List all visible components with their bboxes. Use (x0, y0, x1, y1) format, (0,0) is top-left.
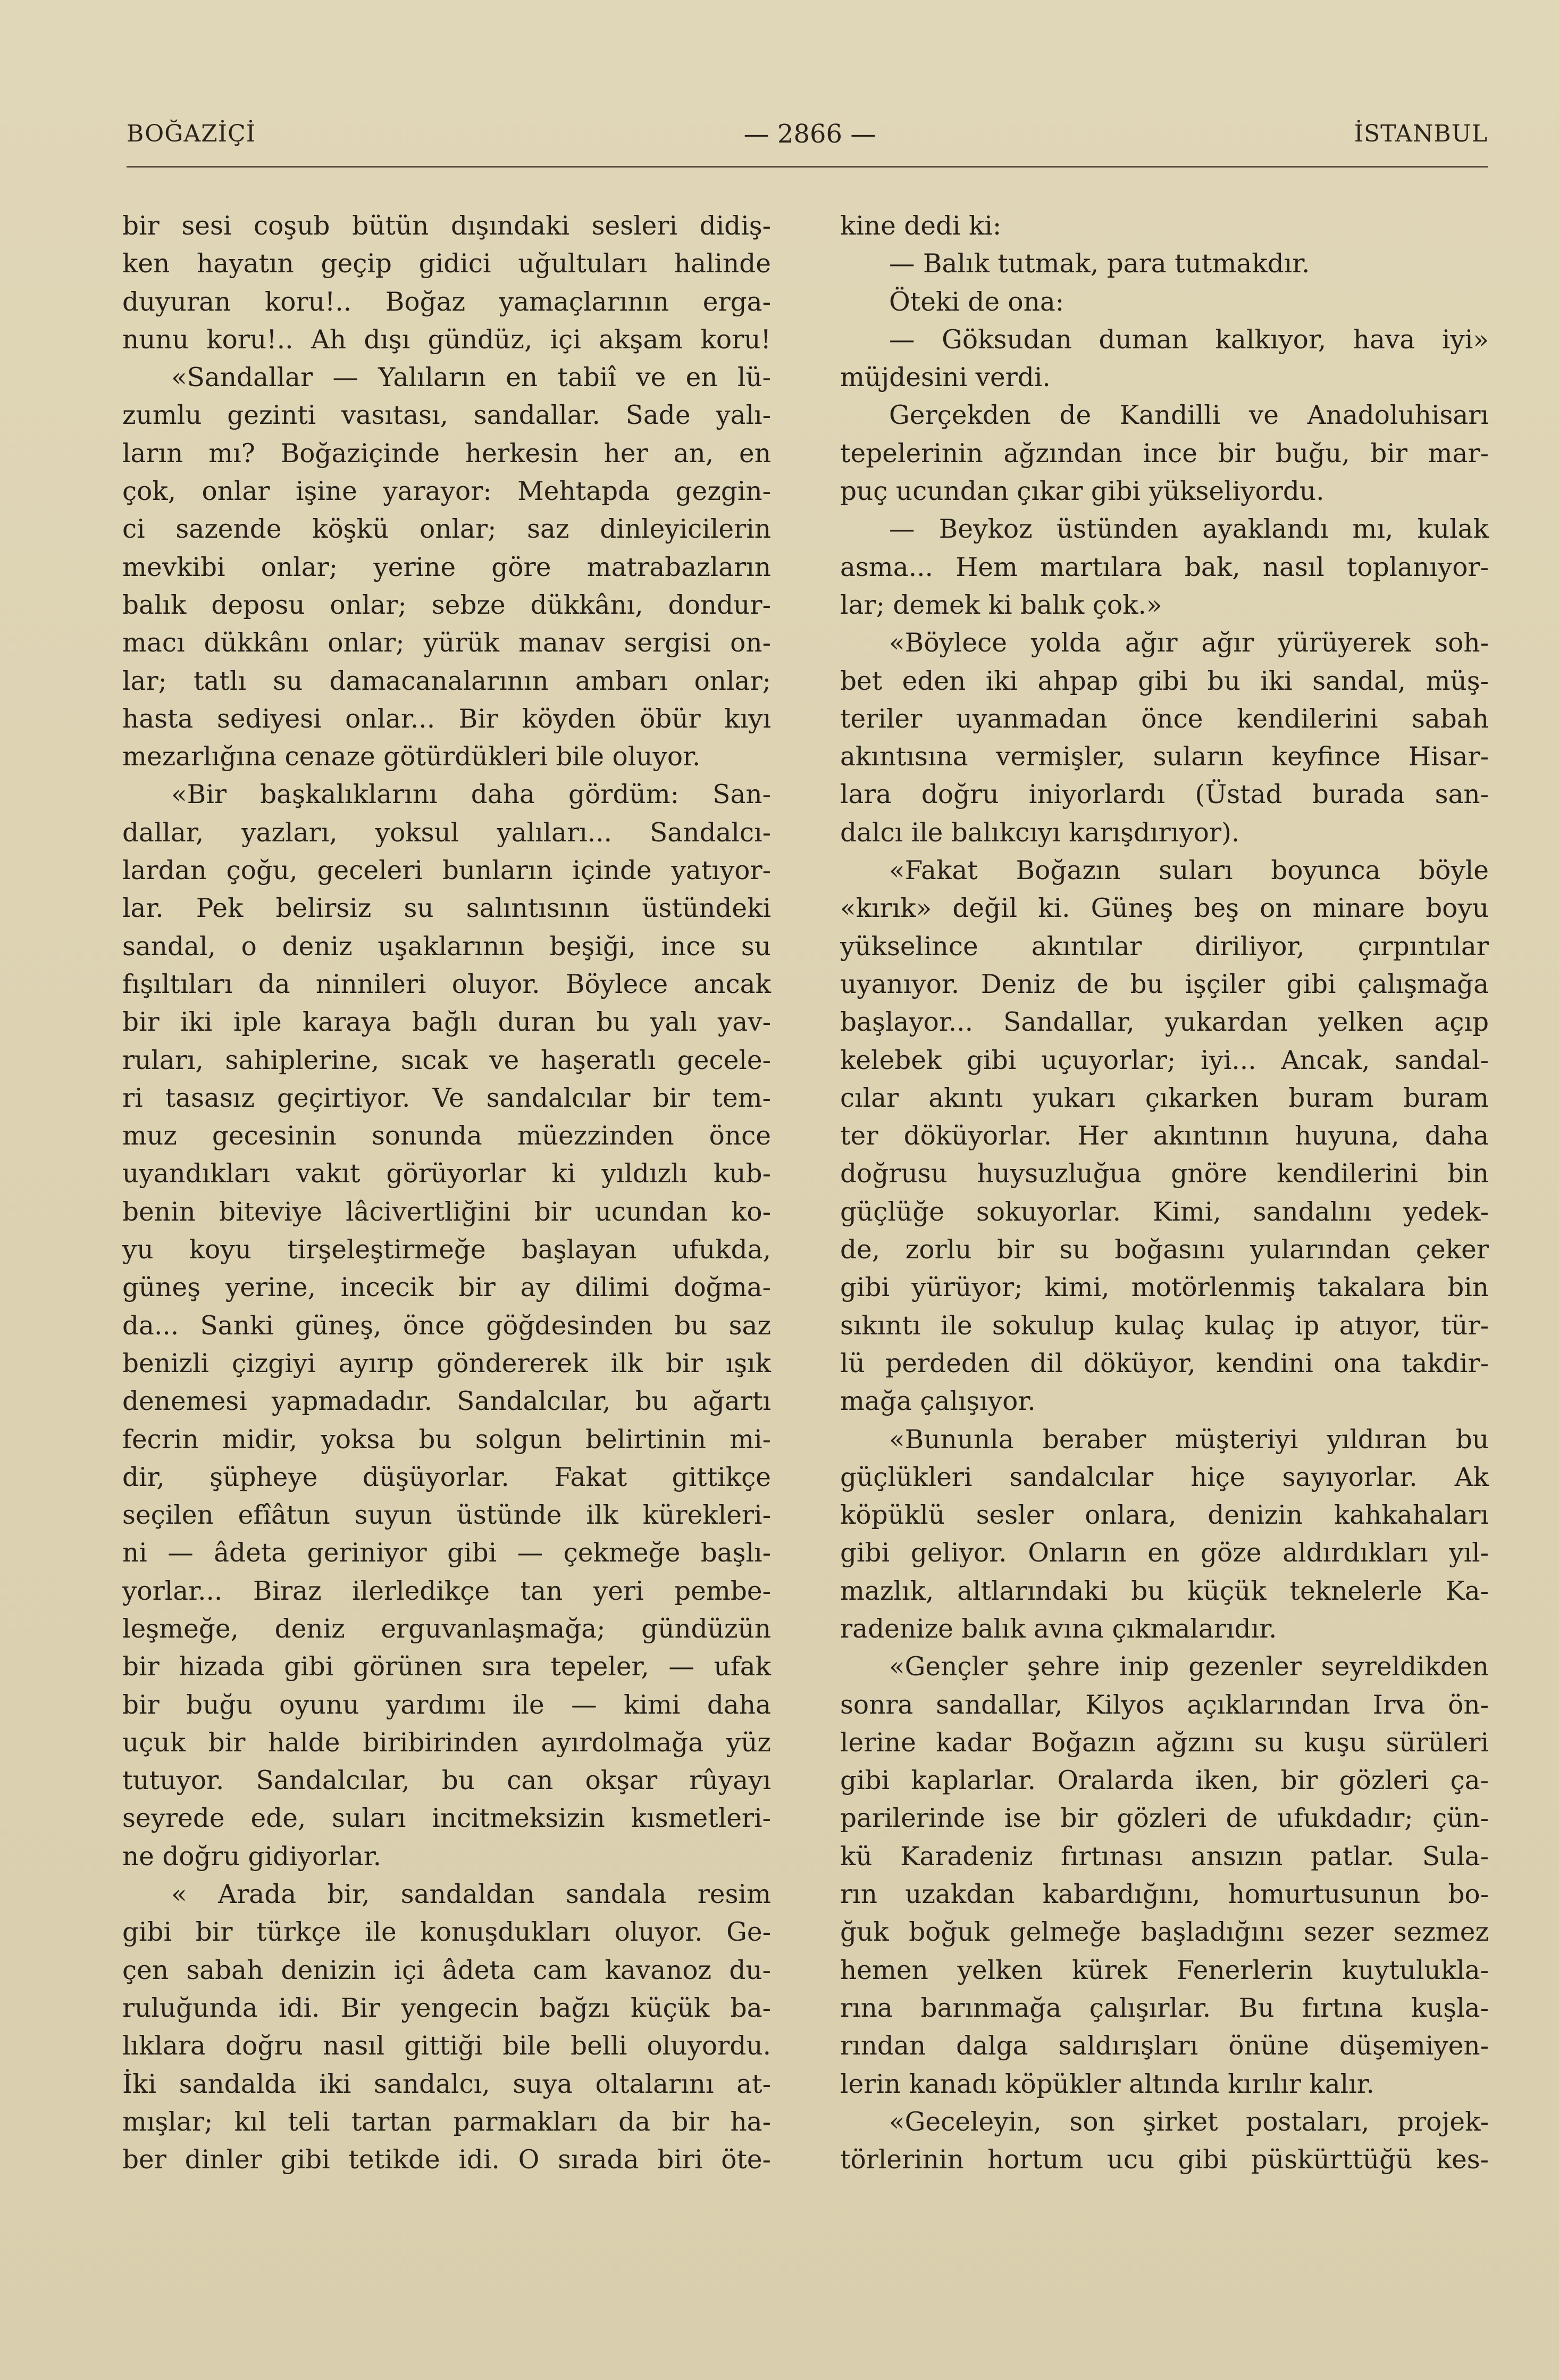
text-line: lara doğru iniyorlardı (Üstad burada san- (840, 780, 1489, 810)
text-line: seçilen efîâtun suyun üstünde ilk kürekleri- (122, 1500, 771, 1531)
text-line: de, zorlu bir su boğasını yularından çeker (840, 1235, 1489, 1265)
text-line: nunu koru!.. Ah dışı gündüz, içi akşam koru! (122, 324, 771, 355)
text-line: uyanıyor. Deniz de bu işçiler gibi çalışmağa (840, 969, 1489, 999)
header-rule (127, 166, 1488, 168)
text-line: lıklara doğru nasıl gittiği bile belli oluyordu. (122, 2031, 771, 2061)
text-line: ğuk boğuk gelmeğe başladığını sezer sezmez (840, 1917, 1489, 1948)
text-line: lerin kanadı köpükler altında kırılır kalır. (840, 2069, 1374, 2099)
text-line: «kırık» değil ki. Güneş beş on minare boyu (840, 893, 1489, 924)
text-line: kelebek gibi uçuyorlar; iyi... Ancak, sandal- (840, 1045, 1489, 1075)
text-line: uyandıkları vakıt görüyorlar ki yıldızlı kub- (122, 1159, 771, 1189)
text-line: sıkıntı ile sokulup kulaç kulaç ip atıyor, tür- (840, 1310, 1489, 1341)
text-line: doğrusu huysuzluğua gnöre kendilerini bin (840, 1159, 1489, 1189)
text-line: bir hizada gibi görünen sıra tepeler, — ufak (122, 1652, 771, 1682)
text-line: hasta sediyesi onlar... Bir köyden öbür kıyı (122, 704, 771, 734)
text-line: mağa çalışıyor. (840, 1387, 1036, 1417)
text-line: lar; demek ki balık çok.» (840, 590, 1162, 620)
text-line: dalcı ile balıkcıyı karışdırıyor). (840, 817, 1240, 848)
text-line: ruları, sahiplerine, sıcak ve haşeratlı gecele- (122, 1045, 771, 1075)
text-line: ların mı? Boğaziçinde herkesin her an, en (122, 438, 771, 469)
text-line: mışlar; kıl teli tartan parmakları da bir ha- (122, 2107, 771, 2137)
text-line: tepelerinin ağzından ince bir buğu, bir mar- (840, 438, 1489, 469)
header-volume-title: İSTANBUL (1354, 120, 1488, 147)
text-line: benizli çizgiyi ayırıp göndererek ilk bir ışık (122, 1348, 771, 1379)
text-line: radenize balık avına çıkmalarıdır. (840, 1614, 1277, 1644)
text-line: mazlık, altlarındaki bu küçük teknelerle Ka- (840, 1576, 1489, 1606)
text-line: yükselince akıntılar diriliyor, çırpıntılar (840, 931, 1489, 962)
text-line: «Geceleyin, son şirket postaları, projek- (889, 2107, 1489, 2137)
text-line: gibi bir türkçe ile konuşdukları oluyor. Ge- (122, 1917, 771, 1948)
text-line: «Bir başkalıklarını daha gördüm: San- (171, 780, 771, 810)
text-line: puç ucundan çıkar gibi yükseliyordu. (840, 477, 1325, 507)
text-line: ri tasasız geçirtiyor. Ve sandalcılar bir tem- (122, 1083, 771, 1113)
text-line: asma... Hem martılara bak, nasıl toplanıyor- (840, 552, 1489, 582)
text-line: teriler uyanmadan önce kendilerini sabah (840, 704, 1489, 734)
text-line: güçlükleri sandalcılar hiçe sayıyorlar. Ak (840, 1462, 1489, 1492)
text-line: lardan çoğu, geceleri bunların içinde yatıyor- (122, 856, 771, 886)
text-line: rına barınmağa çalışırlar. Bu fırtına kuşla- (840, 1993, 1489, 2023)
text-line: güneş yerine, incecik bir ay dilimi doğma- (122, 1273, 771, 1303)
text-line: çok, onlar işine yarayor: Mehtapda gezgin- (122, 477, 771, 507)
text-line: bet eden iki ahpap gibi bu iki sandal, müş- (840, 666, 1489, 696)
text-line: uçuk bir halde biribirinden ayırdolmağa yüz (122, 1727, 771, 1758)
text-line: duyuran koru!.. Boğaz yamaçlarının erga- (122, 287, 771, 317)
text-line: yorlar... Biraz ilerledikçe tan yeri pembe- (122, 1576, 771, 1606)
left-text-column (122, 207, 771, 2179)
text-line: ci sazende köşkü onlar; saz dinleyicilerin (122, 514, 771, 545)
text-line: gibi yürüyor; kimi, motörlenmiş takalara bin (840, 1273, 1489, 1303)
text-line: zumlu gezinti vasıtası, sandallar. Sade yalı- (122, 400, 771, 431)
text-line: lerine kadar Boğazın ağzını su kuşu sürüleri (840, 1727, 1489, 1758)
text-line: «Fakat Boğazın suları boyunca böyle (889, 856, 1489, 886)
text-line: köpüklü sesler onlara, denizin kahkahaları (840, 1500, 1489, 1531)
text-line: kü Karadeniz fırtınası ansızın patlar. Sula- (840, 1841, 1489, 1872)
right-text-column (840, 207, 1489, 2179)
text-line: macı dükkânı onlar; yürük manav sergisi on- (122, 628, 771, 658)
text-line: ken hayatın geçip gidici uğultuları halinde (122, 249, 771, 279)
text-line: — Göksudan duman kalkıyor, hava iyi» (889, 324, 1489, 355)
text-line: leşmeğe, deniz erguvanlaşmağa; gündüzün (122, 1614, 771, 1644)
text-line: gibi geliyor. Onların en göze aldırdıkları yıl- (840, 1538, 1489, 1568)
text-line: ruluğunda idi. Bir yengecin bağzı küçük ba- (122, 1993, 771, 2023)
text-line: da... Sanki güneş, önce göğdesinden bu saz (122, 1310, 771, 1341)
text-line: seyrede ede, suları incitmeksizin kısmetleri- (122, 1803, 771, 1834)
text-line: ne doğru gidiyorlar. (122, 1841, 382, 1872)
text-line: dir, şüpheye düşüyorlar. Fakat gittikçe (122, 1462, 771, 1492)
text-line: lar. Pek belirsiz su salıntısının üstündeki (122, 893, 771, 924)
text-line: sandal, o deniz uşaklarının beşiği, ince su (122, 931, 771, 962)
text-line: mezarlığına cenaze götürdükleri bile oluyor. (122, 742, 701, 772)
text-line: müjdesini verdi. (840, 363, 1051, 393)
text-line: benin biteviye lâcivertliğini bir ucundan ko- (122, 1197, 771, 1227)
text-line: bir buğu oyunu yardımı ile — kimi daha (122, 1690, 771, 1720)
text-line: ter döküyorlar. Her akıntının huyuna, daha (840, 1121, 1489, 1151)
text-line: mevkibi onlar; yerine göre matrabazların (122, 552, 771, 582)
text-line: Gerçekden de Kandilli ve Anadoluhisarı (889, 400, 1489, 431)
text-line: Öteki de ona: (889, 287, 1065, 317)
text-line: muz gecesinin sonunda müezzinden önce (122, 1121, 771, 1151)
text-line: lü perdeden dil döküyor, kendini ona takdir- (840, 1348, 1489, 1379)
text-line: dallar, yazları, yoksul yalıları... Sandalcı- (122, 817, 771, 848)
text-line: rından dalga saldırışları önüne düşemiyen- (840, 2031, 1489, 2061)
text-line: ni — âdeta geriniyor gibi — çekmeğe başlı- (122, 1538, 771, 1568)
text-line: kine dedi ki: (840, 211, 1002, 241)
text-line: bir sesi coşub bütün dışındaki sesleri didiş- (122, 211, 771, 241)
text-line: rın uzakdan kabardığını, homurtusunun bo- (840, 1880, 1489, 1910)
text-line: «Gençler şehre inip gezenler seyreldikden (889, 1652, 1489, 1682)
text-line: çen sabah denizin içi âdeta cam kavanoz du- (122, 1955, 771, 1985)
text-line: bir iki iple karaya bağlı duran bu yalı yav- (122, 1007, 771, 1038)
text-line: «Sandallar — Yalıların en tabiî ve en lü- (171, 363, 771, 393)
text-line: güçlüğe sokuyorlar. Kimi, sandalını yedek- (840, 1197, 1489, 1227)
text-line: yu koyu tirşeleştirmeğe başlayan ufukda, (122, 1235, 771, 1265)
text-line: hemen yelken kürek Fenerlerin kuytulukla- (840, 1955, 1489, 1985)
text-line: ber dinler gibi tetikde idi. O sırada biri öte- (122, 2145, 771, 2175)
text-line: başlayor... Sandallar, yukardan yelken açıp (840, 1007, 1489, 1038)
text-line: cılar akıntı yukarı çıkarken buram buram (840, 1083, 1489, 1113)
text-line: akıntısına vermişler, suların keyfince Hisar- (840, 742, 1489, 772)
text-line: fecrin midir, yoksa bu solgun belirtinin mi- (122, 1424, 771, 1455)
text-line: — Beykoz üstünden ayaklandı mı, kulak (889, 514, 1489, 545)
text-line: denemesi yapmadadır. Sandalcılar, bu ağartı (122, 1387, 771, 1417)
text-line: — Balık tutmak, para tutmakdır. (889, 249, 1310, 279)
text-line: gibi kaplarlar. Oralarda iken, bir gözleri ça- (840, 1766, 1489, 1796)
text-line: fışıltıları da ninnileri oluyor. Böylece ancak (122, 969, 771, 999)
text-line: sonra sandallar, Kilyos açıklarından Irva ön- (840, 1690, 1489, 1720)
text-line: tutuyor. Sandalcılar, bu can okşar rûyayı (122, 1766, 771, 1796)
text-line: « Arada bir, sandaldan sandala resim (171, 1880, 771, 1910)
page-number: — 2866 — (743, 119, 876, 149)
text-line: balık deposu onlar; sebze dükkânı, dondur- (122, 590, 771, 620)
text-line: «Böylece yolda ağır ağır yürüyerek soh- (889, 628, 1489, 658)
text-line: parilerinde ise bir gözleri de ufukdadır; çün- (840, 1803, 1489, 1834)
running-header (127, 118, 1488, 155)
text-line: «Bununla beraber müşteriyi yıldıran bu (889, 1424, 1489, 1455)
header-section-title: BOĞAZİÇİ (127, 120, 256, 147)
text-line: törlerinin hortum ucu gibi püskürttüğü kes- (840, 2145, 1489, 2175)
text-line: İki sandalda iki sandalcı, suya oltalarını at- (122, 2069, 771, 2099)
text-line: lar; tatlı su damacanalarının ambarı onlar; (122, 666, 771, 696)
